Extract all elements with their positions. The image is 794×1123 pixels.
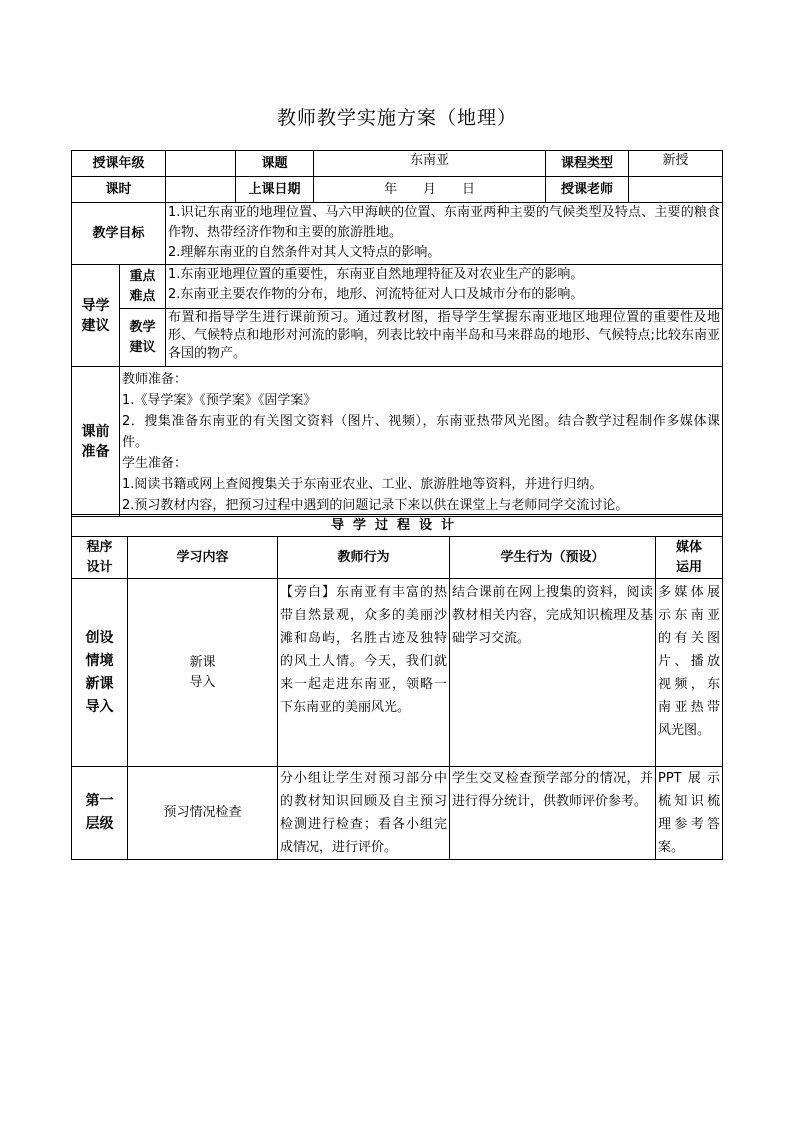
grade-label: 授课年级 [72, 151, 166, 177]
column-header: 教师行为 [278, 537, 450, 579]
student-cell: 结合课前在网上搜集的资料，阅读教材相关内容，完成知识梳理及基础学习交流。 [450, 579, 656, 767]
media-cell: 多媒体展示东南亚的有关图片、播放视频，东南亚热带风光图。 [656, 579, 723, 767]
goal-line: 1.识记东南亚的地理位置、马六甲海峡的位置、东南亚两种主要的气候类型及特点、主要的粮食作物、热带经济作物和主要的旅游胜地。 [168, 205, 721, 240]
key-points-label: 重点难点 [120, 265, 166, 309]
prep-line: 1.阅读书籍或网上查阅搜集关于东南亚农业、工业、旅游胜地等资料，并进行归纳。 [122, 477, 603, 492]
column-header: 学生行为（预设） [450, 537, 656, 579]
key-point-line: 1.东南亚地理位置的重要性，东南亚自然地理特征及对农业生产的影响。 [168, 267, 584, 282]
topic-value: 东南亚 [314, 151, 546, 177]
course-type-label: 课程类型 [546, 151, 629, 177]
column-header: 学习内容 [128, 537, 278, 579]
prep-line: 学生准备： [122, 456, 188, 471]
media-cell: PPT展示梳知识梳理参考答案。 [656, 767, 723, 860]
process-table [71, 514, 723, 860]
column-header: 程序设计 [72, 537, 128, 579]
prep-content [120, 367, 723, 517]
stage-cell: 第一层级 [72, 767, 128, 860]
prep-label: 课前准备 [72, 367, 120, 517]
goal-line: 2.理解东南亚的自然条件对其人文特点的影响。 [168, 245, 441, 260]
goals-content [166, 203, 723, 265]
key-points-content [166, 265, 723, 309]
key-point-line: 2.东南亚主要农作物的分布，地形、河流特征对人口及城市分布的影响。 [168, 287, 584, 302]
course-type-value: 新授 [629, 151, 723, 177]
goals-label: 教学目标 [72, 203, 166, 265]
teaching-advice-label: 教学建议 [120, 309, 166, 367]
prep-line: 2．搜集准备东南亚的有关图文资料（图片、视频），东南亚热带风光图。结合教学过程制作多媒体课件。 [122, 414, 721, 450]
table-row [72, 579, 723, 767]
student-cell: 学生交叉检查预学部分的情况，并进行得分统计，供教师评价参考。 [450, 767, 656, 860]
process-section-title: 导学过程设计 [72, 515, 723, 537]
teacher-value [629, 177, 723, 203]
prep-line: 教师准备： [122, 372, 188, 387]
content-cell: 预习情况检查 [128, 767, 278, 860]
content-cell: 新课导入 [128, 579, 278, 767]
prep-line: 1.《导学案》《预学案》《固学案》 [122, 393, 317, 408]
guide-label: 导学建议 [72, 265, 120, 367]
prep-line: 2.预习教材内容，把预习过程中遇到的问题记录下来以供在课堂上与老师同学交流讨论。 [122, 498, 629, 513]
stage-cell: 创设情境新课导入 [72, 579, 128, 767]
table-row [72, 767, 723, 860]
teaching-advice-content: 布置和指导学生进行课前预习。通过教材图，指导学生掌握东南亚地区地理位置的重要性及地形、气候特点和地形对河流的影响，列表比较中南半岛和马来群岛的地形、气候特点;比较东南亚各国的物产。 [166, 309, 723, 367]
period-label: 课时 [72, 177, 166, 203]
period-value [166, 177, 236, 203]
teacher-cell: 分小组让学生对预习部分中的教材知识回顾及自主预习检测进行检查；看各小组完成情况，进行评价。 [278, 767, 450, 860]
page-title: 教师教学实施方案（地理） [276, 107, 517, 129]
info-table [71, 150, 723, 517]
teacher-label: 授课老师 [546, 177, 629, 203]
date-label: 上课日期 [236, 177, 314, 203]
date-value: 年 月 日 [314, 177, 546, 203]
topic-label: 课题 [236, 151, 314, 177]
column-header: 媒体运用 [656, 537, 723, 579]
grade-value [166, 151, 236, 177]
teacher-cell: 【旁白】东南亚有丰富的热带自然景观，众多的美丽沙滩和岛屿，名胜古迹及独特的风土人情。今天，我们就来一起走进东南亚，领略一下东南亚的美丽风光。 [278, 579, 450, 767]
